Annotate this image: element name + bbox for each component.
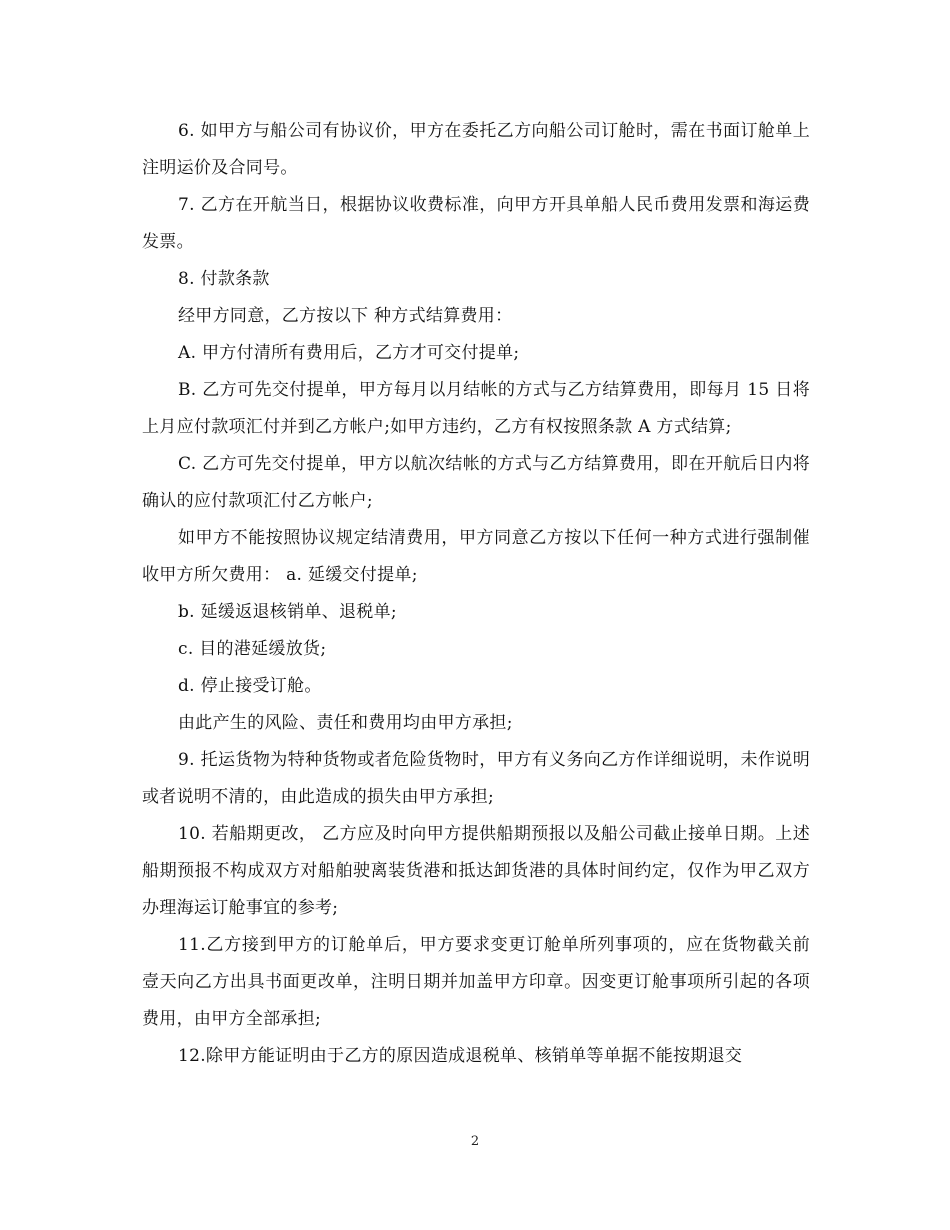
clause-7: 7. 乙方在开航当日，根据协议收费标准，向甲方开具单船人民币费用发票和海运费发票。 (142, 195, 810, 252)
clause-9: 9. 托运货物为特种货物或者危险货物时，甲方有义务向乙方作详细说明，未作说明或者说明不清的，由此造成的损失由甲方承担; (142, 750, 810, 807)
document-body (142, 113, 810, 1075)
collection-measure-d: d. 停止接受订舱。 (178, 676, 322, 696)
settlement-option-a: A. 甲方付清所有费用后，乙方才可交付提单; (178, 343, 520, 363)
risk-liability-note: 由此产生的风险、责任和费用均由甲方承担; (178, 713, 513, 733)
collection-measure-b: b. 延缓返退核销单、退税单; (178, 602, 397, 622)
settlement-intro: 经甲方同意，乙方按以下 种方式结算费用： (178, 306, 513, 326)
clause-10: 10. 若船期更改， 乙方应及时向甲方提供船期预报以及船公司截止接单日期。上述船期预报不构成双方对船舶驶离装货港和抵达卸货港的具体时间约定，仅作为甲乙双方办理海运订舱事宜的参考; (142, 824, 810, 918)
clause-8-heading: 8. 付款条款 (178, 269, 270, 289)
clause-11: 11.乙方接到甲方的订舱单后，甲方要求变更订舱单所列事项的，应在货物截关前壹天向乙方出具书面更改单，注明日期并加盖甲方印章。因变更订舱事项所引起的各项费用，由甲方全部承担; (142, 935, 810, 1029)
collection-measure-c: c. 目的港延缓放货; (178, 639, 327, 659)
page-number: 2 (470, 1134, 480, 1149)
settlement-option-c: C. 乙方可先交付提单，甲方以航次结帐的方式与乙方结算费用，即在开航后日内将确认的应付款项汇付乙方帐户; (142, 454, 810, 511)
clause-12: 12.除甲方能证明由于乙方的原因造成退税单、核销单等单据不能按期退交 (178, 1046, 743, 1066)
clause-6: 6. 如甲方与船公司有协议价，甲方在委托乙方向船公司订舱时，需在书面订舱单上注明运价及合同号。 (142, 121, 810, 178)
collection-measures-intro: 如甲方不能按照协议规定结清费用，甲方同意乙方按以下任何一种方式进行强制催收甲方所欠费用： a. 延缓交付提单; (142, 528, 810, 585)
settlement-option-b: B. 乙方可先交付提单，甲方每月以月结帐的方式与乙方结算费用，即每月 15 日将上月应付款项汇付并到乙方帐户;如甲方违约，乙方有权按照条款 A 方式结算; (142, 380, 810, 437)
